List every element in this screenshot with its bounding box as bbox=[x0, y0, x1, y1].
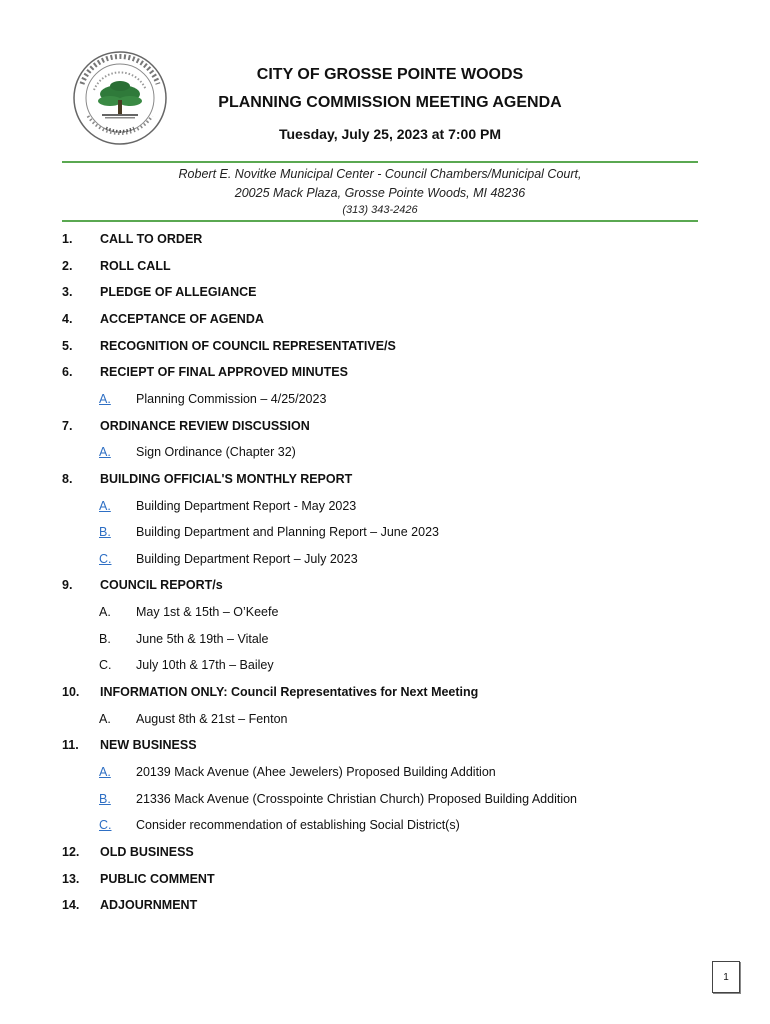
item-heading: RECOGNITION OF COUNCIL REPRESENTATIVE/S bbox=[100, 339, 396, 353]
subitem-text: 21336 Mack Avenue (Crosspointe Christian Church) Proposed Building Addition bbox=[136, 792, 577, 806]
subitem-text: May 1st & 15th – O’Keefe bbox=[136, 605, 279, 619]
item-heading: BUILDING OFFICIAL'S MONTHLY REPORT bbox=[100, 472, 353, 486]
item-heading: ORDINANCE REVIEW DISCUSSION bbox=[100, 419, 310, 433]
agenda-item bbox=[0, 738, 770, 758]
item-number: 14. bbox=[62, 898, 80, 912]
agenda-item bbox=[0, 685, 770, 705]
agenda-subitem bbox=[0, 392, 770, 412]
item-heading: NEW BUSINESS bbox=[100, 738, 197, 752]
subitem-text: Consider recommendation of establishing Social District(s) bbox=[136, 818, 460, 832]
tree-seal-icon bbox=[72, 50, 168, 146]
agenda-subitem bbox=[0, 632, 770, 652]
agenda-item bbox=[0, 898, 770, 918]
city-title: CITY OF GROSSE POINTE WOODS bbox=[256, 66, 524, 83]
subitem-text: 20139 Mack Avenue (Ahee Jewelers) Proposed Building Addition bbox=[136, 765, 496, 779]
agenda-title: PLANNING COMMISSION MEETING AGENDA bbox=[218, 94, 562, 111]
subitem-text: Sign Ordinance (Chapter 32) bbox=[136, 445, 296, 459]
agenda-item bbox=[0, 872, 770, 892]
subitem-letter: B. bbox=[99, 632, 111, 646]
agenda-subitem bbox=[0, 818, 770, 838]
item-number: 10. bbox=[62, 685, 80, 699]
agenda-subitem bbox=[0, 445, 770, 465]
meeting-date: Tuesday, July 25, 2023 at 7:00 PM bbox=[278, 126, 502, 142]
agenda-subitem bbox=[0, 605, 770, 625]
item-heading: ROLL CALL bbox=[100, 259, 171, 273]
item-number: 12. bbox=[62, 845, 80, 859]
subitem-text: July 10th & 17th – Bailey bbox=[136, 658, 274, 672]
agenda-item bbox=[0, 259, 770, 279]
item-heading: COUNCIL REPORT/s bbox=[100, 578, 223, 592]
item-number: 8. bbox=[62, 472, 73, 486]
subitem-text: Building Department Report – July 2023 bbox=[136, 552, 358, 566]
page-number: 1 bbox=[712, 961, 740, 993]
item-number: 7. bbox=[62, 419, 73, 433]
agenda-item bbox=[0, 285, 770, 305]
agenda-item bbox=[0, 845, 770, 865]
top-divider bbox=[62, 161, 698, 163]
location-line-1: Robert E. Novitke Municipal Center - Council Chambers/Municipal Court, bbox=[178, 167, 582, 181]
subitem-text: June 5th & 19th – Vitale bbox=[136, 632, 269, 646]
item-heading: CALL TO ORDER bbox=[100, 232, 203, 246]
item-number: 13. bbox=[62, 872, 80, 886]
subitem-letter: C. bbox=[99, 658, 112, 672]
subitem-link[interactable]: A. bbox=[99, 765, 111, 779]
subitem-link[interactable]: A. bbox=[99, 499, 111, 513]
subitem-letter: A. bbox=[99, 605, 111, 619]
subitem-link[interactable]: C. bbox=[99, 552, 112, 566]
item-heading: PUBLIC COMMENT bbox=[100, 872, 215, 886]
agenda-item bbox=[0, 312, 770, 332]
subitem-text: Building Department and Planning Report – June 2023 bbox=[136, 525, 439, 539]
subitem-text: Planning Commission – 4/25/2023 bbox=[136, 392, 327, 406]
item-heading: OLD BUSINESS bbox=[100, 845, 194, 859]
agenda-item bbox=[0, 419, 770, 439]
subitem-link[interactable]: B. bbox=[99, 792, 111, 806]
item-heading: ACCEPTANCE OF AGENDA bbox=[100, 312, 264, 326]
agenda-subitem bbox=[0, 792, 770, 812]
subitem-link[interactable]: A. bbox=[99, 445, 111, 459]
agenda-subitem bbox=[0, 552, 770, 572]
subitem-text: Building Department Report - May 2023 bbox=[136, 499, 357, 513]
item-number: 9. bbox=[62, 578, 73, 592]
subitem-text: August 8th & 21st – Fenton bbox=[136, 712, 288, 726]
location-line-2: 20025 Mack Plaza, Grosse Pointe Woods, MI 48236 bbox=[234, 186, 526, 200]
item-heading: RECIEPT OF FINAL APPROVED MINUTES bbox=[100, 365, 348, 379]
agenda-subitem bbox=[0, 712, 770, 732]
subitem-letter: A. bbox=[99, 712, 111, 726]
agenda-subitem bbox=[0, 499, 770, 519]
item-number: 5. bbox=[62, 339, 73, 353]
agenda-item bbox=[0, 578, 770, 598]
item-number: 6. bbox=[62, 365, 73, 379]
city-seal-logo bbox=[72, 50, 168, 146]
agenda-subitem bbox=[0, 525, 770, 545]
agenda-subitem bbox=[0, 765, 770, 785]
bottom-divider bbox=[62, 220, 698, 222]
item-number: 4. bbox=[62, 312, 73, 326]
subitem-link[interactable]: C. bbox=[99, 818, 112, 832]
agenda-subitem bbox=[0, 658, 770, 678]
item-heading: PLEDGE OF ALLEGIANCE bbox=[100, 285, 257, 299]
item-heading: INFORMATION ONLY: Council Representatives for Next Meeting bbox=[100, 685, 479, 699]
agenda-item bbox=[0, 232, 770, 252]
location-phone: (313) 343-2426 bbox=[342, 204, 418, 216]
item-number: 3. bbox=[62, 285, 73, 299]
item-number: 1. bbox=[62, 232, 73, 246]
item-number: 11. bbox=[62, 738, 79, 752]
agenda-item bbox=[0, 472, 770, 492]
agenda-item bbox=[0, 339, 770, 359]
item-number: 2. bbox=[62, 259, 73, 273]
agenda-item bbox=[0, 365, 770, 385]
subitem-link[interactable]: B. bbox=[99, 525, 111, 539]
subitem-link[interactable]: A. bbox=[99, 392, 111, 406]
item-heading: ADJOURNMENT bbox=[100, 898, 198, 912]
